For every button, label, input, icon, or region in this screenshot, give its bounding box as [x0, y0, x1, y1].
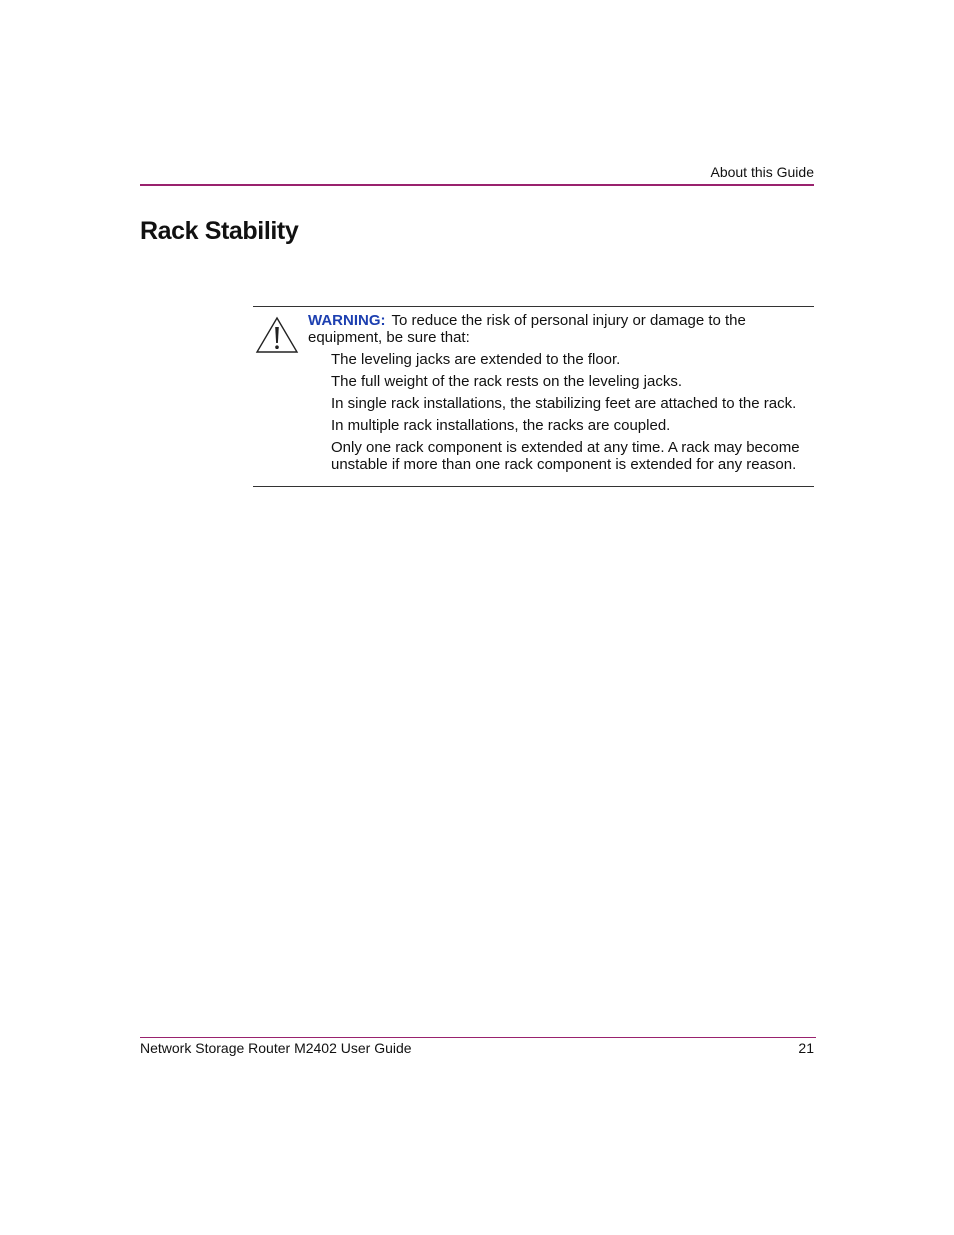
section-title: Rack Stability	[140, 217, 299, 245]
footer-guide-title: Network Storage Router M2402 User Guide	[140, 1040, 412, 1056]
list-item: In multiple rack installations, the racks are coupled.	[331, 417, 671, 434]
warning-list	[331, 351, 811, 478]
list-item: The leveling jacks are extended to the floor.	[331, 351, 621, 368]
page-number: 21	[798, 1040, 814, 1056]
warning-label: WARNING:	[308, 312, 386, 329]
running-header: About this Guide	[710, 164, 814, 180]
warning-triangle-icon	[255, 316, 299, 354]
warning-intro-text: To reduce the risk of personal injury or damage to the equipment, be sure that:	[308, 312, 746, 346]
list-item: The full weight of the rack rests on the leveling jacks.	[331, 373, 683, 390]
list-item: In single rack installations, the stabilizing feet are attached to the rack.	[331, 395, 797, 412]
header-rule	[140, 184, 814, 186]
footer-rule	[140, 1037, 816, 1038]
list-item: Only one rack component is extended at any time. A rack may become unstable if more than one rack component is extended for any reason.	[331, 439, 800, 473]
warning-intro	[308, 312, 808, 346]
warning-box	[253, 306, 814, 487]
